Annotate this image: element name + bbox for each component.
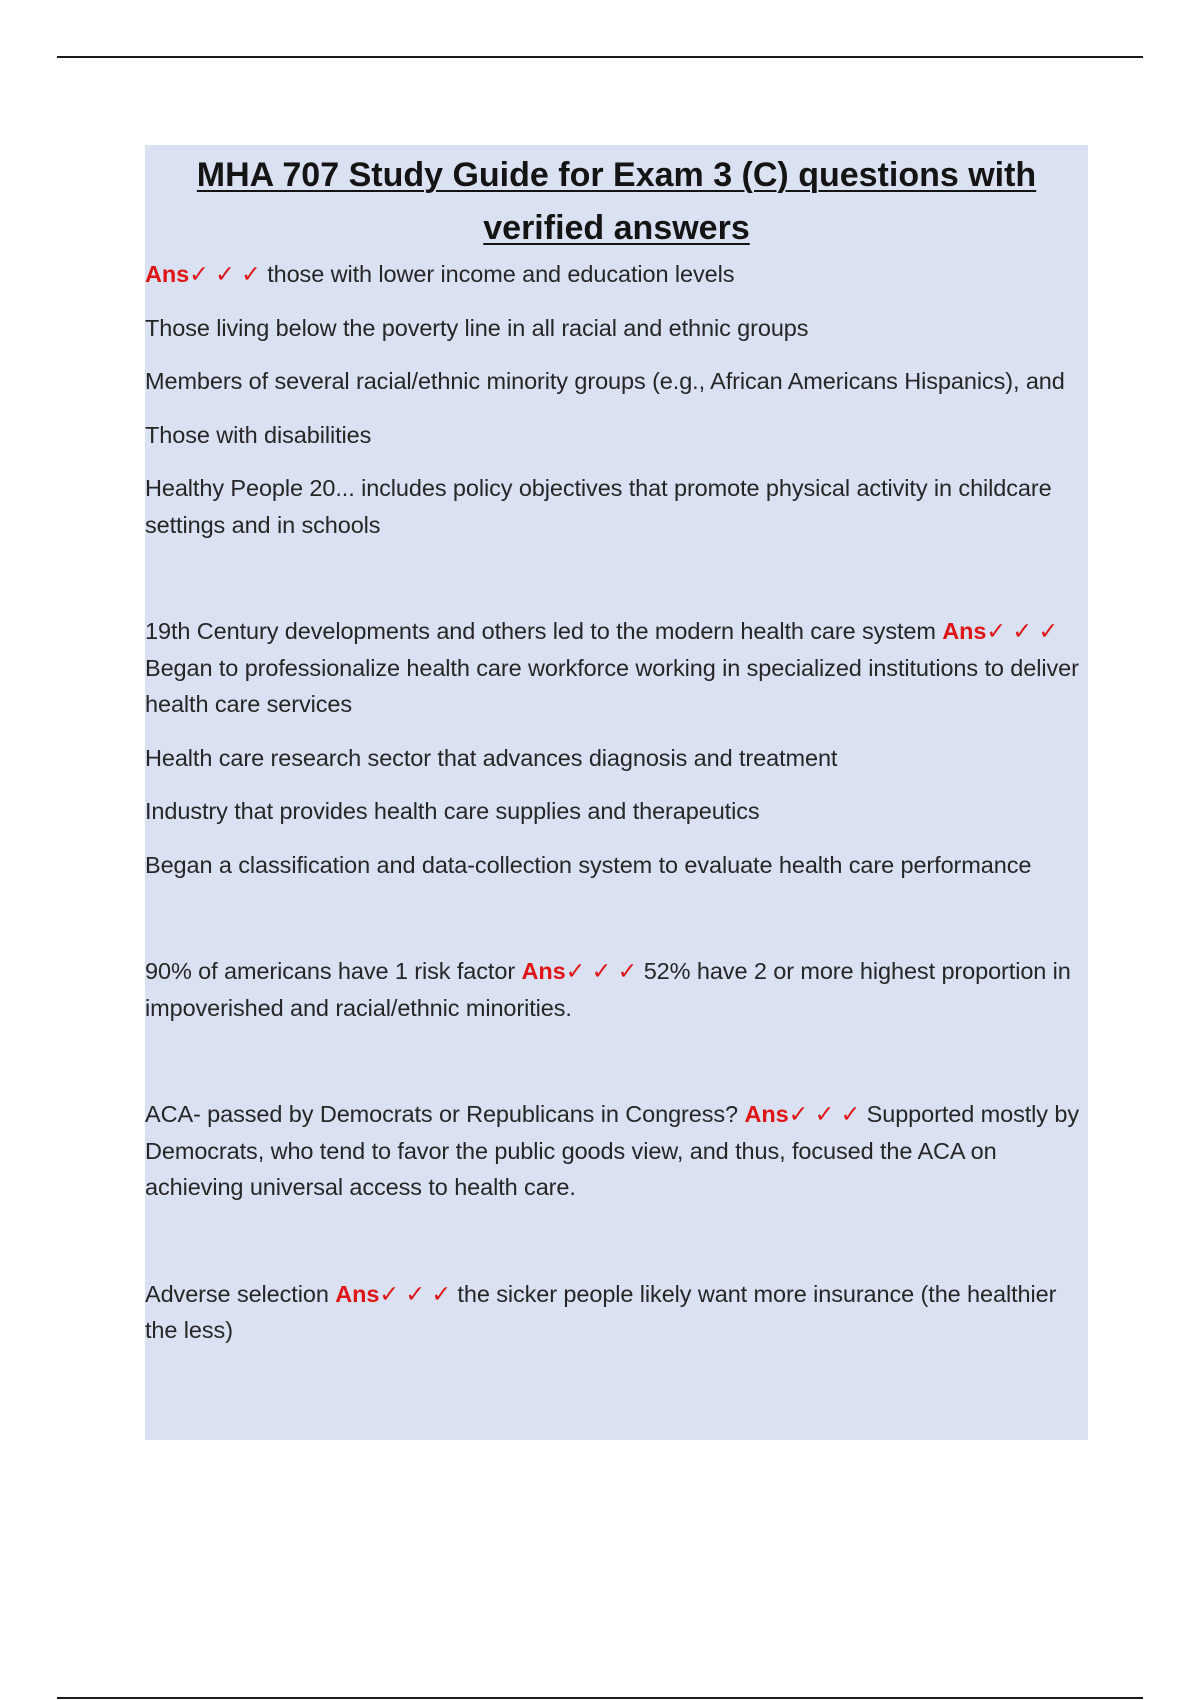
ans-label: Ans: [942, 618, 987, 644]
ans-marker: [744, 1101, 860, 1127]
ans-marker: [942, 618, 1058, 644]
check-icon: ✓ ✓ ✓: [788, 1101, 861, 1127]
ans-marker: [522, 958, 638, 984]
question-text: Adverse selection: [145, 1280, 329, 1307]
footer-rule: [57, 1697, 1143, 1699]
question-text: ACA- passed by Democrats or Republicans in Congress?: [145, 1101, 739, 1127]
question-item: [145, 953, 1088, 1026]
item-text: Healthy People 20... includes policy objectives that promote physical activity in childcare settings and in schools: [145, 475, 1052, 538]
ans-marker: [335, 1281, 451, 1307]
question-item: [145, 1276, 1088, 1349]
question-item: [145, 613, 1088, 723]
item-text: Began a classification and data-collection system to evaluate health care performance: [145, 851, 1032, 878]
list-item: [145, 363, 1088, 400]
list-item: [145, 740, 1088, 777]
check-icon: ✓ ✓ ✓: [565, 958, 638, 984]
answer-item: [145, 256, 1088, 293]
answer-text: Supported mostly by Democrats, who tend to favor the public goods view, and thus, focused the ACA on achieving universal access to health care.: [145, 1101, 1079, 1200]
answer-text: those with lower income and education levels: [267, 261, 735, 287]
question-text: 90% of americans have 1 risk factor: [145, 958, 516, 984]
ans-marker: [145, 261, 261, 287]
answer-text: 52% have 2 or more highest proportion in impoverished and racial/ethnic minorities.: [145, 958, 1071, 1021]
header-rule: [57, 56, 1143, 58]
item-text: Health care research sector that advances diagnosis and treatment: [145, 744, 838, 771]
list-item: [145, 793, 1088, 830]
check-icon: ✓ ✓ ✓: [986, 618, 1059, 644]
document-title: [145, 145, 1088, 255]
ans-label: Ans: [744, 1101, 789, 1127]
item-text: Members of several racial/ethnic minority groups (e.g., African Americans Hispanics), and: [145, 368, 1065, 394]
question-item: [145, 1096, 1088, 1206]
title-line-1: MHA 707 Study Guide for Exam 3 (C) questions with: [196, 156, 1037, 194]
ans-label: Ans: [335, 1280, 380, 1307]
answer-text: Began to professionalize health care workforce working in specialized institutions to deliver health care services: [145, 654, 1079, 717]
title-line-2: verified answers: [483, 209, 750, 247]
ans-label: Ans: [521, 958, 566, 984]
answer-text: the sicker people likely want more insurance (the healthier the less): [145, 1280, 1057, 1343]
study-guide-content: [145, 145, 1088, 1440]
ans-label: Ans: [145, 261, 190, 287]
list-item: [145, 847, 1088, 884]
check-icon: ✓ ✓ ✓: [379, 1280, 451, 1307]
question-text: 19th Century developments and others led to the modern health care system: [145, 618, 936, 644]
list-item: [145, 470, 1088, 543]
list-item: [145, 310, 1088, 347]
check-icon: ✓ ✓ ✓: [189, 261, 261, 287]
item-text: Industry that provides health care supplies and therapeutics: [145, 798, 760, 824]
list-item: [145, 417, 1088, 454]
item-text: Those with disabilities: [145, 421, 372, 448]
item-text: Those living below the poverty line in all racial and ethnic groups: [145, 314, 809, 341]
